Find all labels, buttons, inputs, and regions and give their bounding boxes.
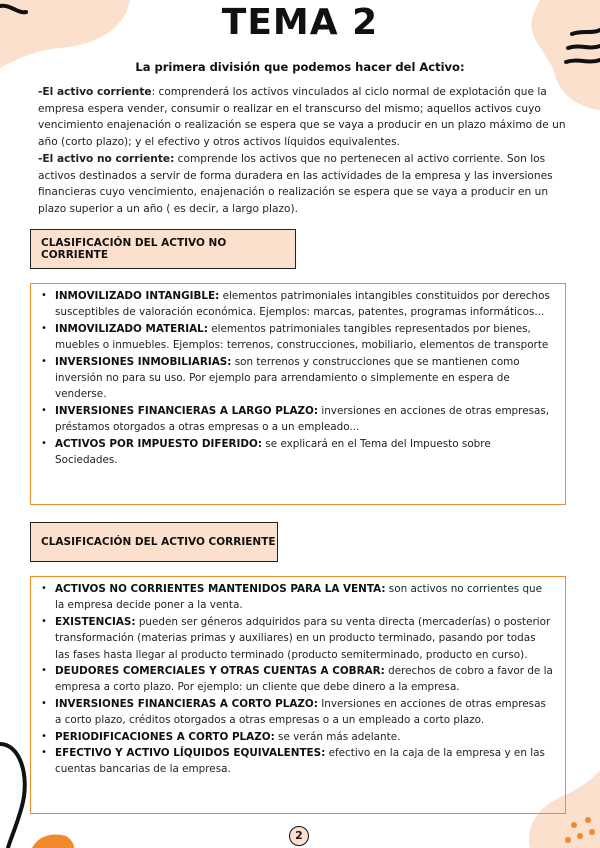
list-item-text: son activos no corrientes que la empresa decide poner a la venta. xyxy=(55,583,543,612)
list-item xyxy=(55,403,553,436)
list-item-label: INVERSIONES INMOBILIARIAS: xyxy=(55,355,232,368)
list-item-text: se explicará en el Tema del Impuesto sobre Sociedades. xyxy=(55,437,491,467)
list-item-label: ACTIVOS NO CORRIENTES MANTENIDOS PARA LA VENTA: xyxy=(55,583,386,595)
paragraph-activo-no-corriente xyxy=(38,151,568,217)
list-item xyxy=(55,745,553,778)
list-item-label: EXISTENCIAS: xyxy=(55,615,136,628)
activo-corriente-label: -El activo corriente xyxy=(38,86,152,98)
list-item-text: pueden ser géneros adquiridos para su venta directa (mercaderías) o posterior transformación (materias primas y auxiliares) en un producto terminado, pasando por todas las fases hasta llegar al producto terminado (producto semiterminado, producto en curso). xyxy=(55,615,551,661)
list-box-no-corriente xyxy=(30,283,566,505)
activo-no-corriente-label: -El activo no corriente: xyxy=(38,153,175,165)
list-item xyxy=(55,321,553,354)
list-item xyxy=(55,288,553,321)
list-item xyxy=(55,354,553,403)
list-item xyxy=(55,729,553,745)
activo-no-corriente-text: comprende los activos que no pertenecen al activo corriente. Son los activos destinados a servir de forma duradera en las actividades de la empresa y las inversiones financieras cuyo vencimiento, enajenación o realización se espera que se vaya a producir en un plazo superior a un año ( es decir, a largo plazo). xyxy=(38,153,553,215)
list-item-label: INMOVILIZADO MATERIAL: xyxy=(55,322,208,335)
section-header-corriente: CLASIFICACIÓN DEL ACTIVO CORRIENTE xyxy=(30,522,278,562)
list-item xyxy=(55,436,553,469)
list-item-text: son terrenos y construcciones que se mantienen como inversión no para su uso. Por ejemplo para arrendamiento o simplemente en espera de venderse. xyxy=(55,355,520,401)
page-title: TEMA 2 xyxy=(221,2,379,43)
list-item xyxy=(55,696,553,729)
list-no-corriente xyxy=(55,288,553,468)
list-box-corriente xyxy=(30,576,566,814)
page-subtitle: La primera división que podemos hacer del Activo: xyxy=(135,60,465,74)
list-item-text: efectivo en la caja de la empresa y en las cuentas bancarias de la empresa. xyxy=(55,747,545,776)
list-item-label: INMOVILIZADO INTANGIBLE: xyxy=(55,290,220,302)
list-item xyxy=(55,663,553,696)
list-item-label: INVERSIONES FINANCIERAS A CORTO PLAZO: xyxy=(55,697,318,710)
list-corriente xyxy=(55,581,553,778)
paragraph-activo-corriente xyxy=(38,84,568,150)
list-item xyxy=(55,581,553,614)
list-item-text: derechos de cobro a favor de la empresa a corto plazo. Por ejemplo: un cliente que debe dinero a la empresa. xyxy=(55,665,553,694)
list-item-label: EFECTIVO Y ACTIVO LÍQUIDOS EQUIVALENTES: xyxy=(55,747,326,760)
list-item-text: inversiones en acciones de otras empresas, préstamos otorgados a otras empresas o a un empleado... xyxy=(55,404,550,434)
list-item-text: elementos patrimoniales intangibles constituidos por derechos susceptibles de valoración económica. Ejemplos: marcas, patentes, programas informáticos... xyxy=(55,290,550,319)
activo-corriente-text: : comprenderá los activos vinculados al ciclo normal de explotación que la empresa espera vender, consumir o realizar en el transcurso del mismo; aquellos activos cuyo vencimiento enajenación o realización se espera que se vaya a producir en un plazo máximo de un año (corto plazo); y el efectivo y otros activos líquidos equivalentes. xyxy=(38,86,566,148)
page-number-badge: 2 xyxy=(289,826,309,846)
list-item-label: DEUDORES COMERCIALES Y OTRAS CUENTAS A COBRAR: xyxy=(55,665,385,678)
list-item-label: PERIODIFICACIONES A CORTO PLAZO: xyxy=(55,730,275,743)
list-item-label: INVERSIONES FINANCIERAS A LARGO PLAZO: xyxy=(55,404,319,417)
list-item xyxy=(55,614,553,663)
list-item-label: ACTIVOS POR IMPUESTO DIFERIDO: xyxy=(55,437,263,450)
list-item-text: elementos patrimoniales tangibles representados por bienes, muebles o inmuebles. Ejemplos: terrenos, construcciones, mobiliario, elementos de transporte xyxy=(55,322,549,352)
list-item-text: Inversiones en acciones de otras empresas a corto plazo, créditos otorgados a otras empresas o a un empleado a corto plazo. xyxy=(55,697,546,727)
section-header-no-corriente: CLASIFICACIÓN DEL ACTIVO NO CORRIENTE xyxy=(30,229,296,269)
list-item-text: se verán más adelante. xyxy=(274,730,401,743)
